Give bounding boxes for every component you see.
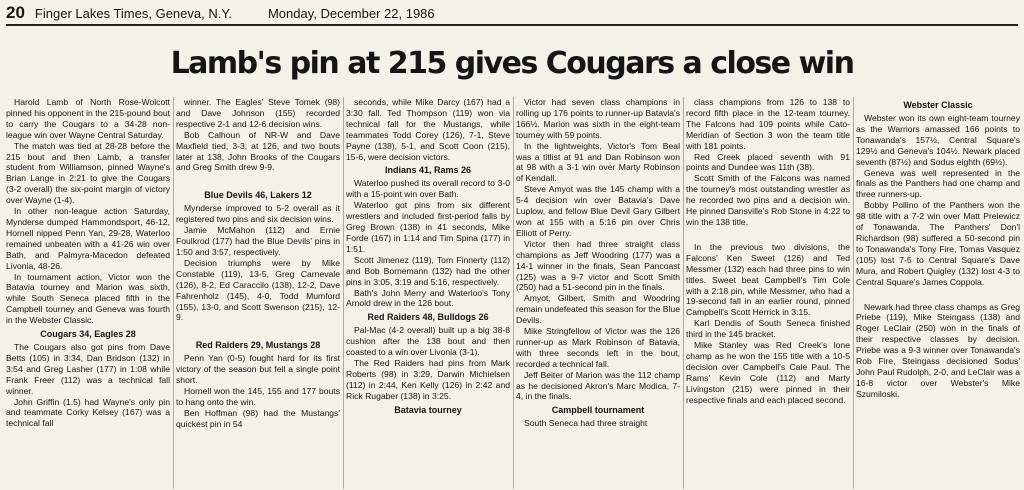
- page-header: [6, 3, 1018, 23]
- column-separator: [173, 97, 174, 489]
- article-paragraph: Scott Jimenez (119), Tom Finnerty (112) and Bob Bornemann (132) had the other pins in 3:05, 3:19 and 5:16, respectively.: [346, 254, 510, 287]
- column-separator: [853, 97, 854, 489]
- column-separator: [343, 97, 344, 489]
- article-paragraph: In the lightweights, Victor's Tom Beal was a titlist at 91 and Dan Robinson won at 98 with a 3-1 win over Marty Robinson of Kendall.: [516, 140, 680, 184]
- article-paragraph: Hornell won the 145, 155 and 177 bouts to hang onto the win.: [176, 386, 340, 407]
- column-spacer: [856, 288, 1020, 302]
- section-subhead: Cougars 34, Eagles 28: [40, 329, 136, 340]
- article-paragraph: winner. The Eagles' Steve Tomek (98) and Dave Johnson (155) recorded respective 2-1 and 12-6 decision wins.: [176, 97, 340, 129]
- article-paragraph: Steve Amyot was the 145 champ with a 5-4 decision win over Batavia's Dave Luplow, and fellow Blue Devil Gary Gilbert won at 155 with a 5:16 pin over Chris Elliott of Perry.: [516, 184, 680, 238]
- article-paragraph: Victor had seven class champions in rolling up 176 points to runner-up Batavia's 166½. Marion was sixth in the eight-team tourney with 59 points.: [516, 97, 680, 140]
- article-paragraph: Bath's John Merry and Waterloo's Tony Arnold drew in the 126 bout.: [346, 287, 510, 309]
- article-paragraph: Scott Smith of the Falcons was named the tourney's most outstanding wrestler as he recorded two pins and a decision win. He pinned Dansville's Rob Stone in 4:22 to win the 138 title.: [686, 173, 850, 227]
- header-rule: [6, 24, 1018, 26]
- column-spacer: [686, 228, 850, 242]
- article-column: [176, 97, 340, 489]
- section-subhead: Campbell tournament: [551, 405, 645, 416]
- article-column: [686, 97, 850, 489]
- section-subhead: Indians 41, Rams 26: [384, 165, 472, 176]
- article-paragraph: class champions from 126 to 138 to record fifth place in the 12-team tourney. The Falcons had 109 points while Cato-Meridian of Section 3 won the team title with 181 points.: [686, 97, 850, 151]
- article-paragraph: Victor then had three straight class champions as Jeff Woodring (177) was a 14-1 winner in the finals, Sean Pancoast (125) was a 9-7 victor and Scott Smith (250) had a 51-second pin in the finals.: [516, 238, 680, 293]
- article-paragraph: Webster won its own eight-team tourney as the Warriors amassed 166 points to Tonawanda's 157½, Central Square's 129½ and Geneva's 104½. Newark placed seventh (87½) and Sodus eighth (69½).: [856, 113, 1020, 167]
- issue-date: Monday, December 22, 1986: [267, 6, 435, 21]
- page-number: 20: [6, 3, 25, 22]
- column-separator: [683, 97, 684, 489]
- article-paragraph: The Red Raiders had pins from Mark Roberts (98) in 3:29, Darwin Michielsen (112) in 2:44, Ken Kelly (126) in 2:42 and Rick Rugaber (138) in 3:25.: [346, 358, 510, 401]
- article-paragraph: The Cougars also got pins from Dave Betts (105) in 3:34, Dan Bridson (132) in 3:54 and Greg Lasher (177) in 1:08 while Frank Freer (112) was a technical fall winner.: [6, 342, 170, 396]
- column-separator: [513, 97, 514, 489]
- article-paragraph: Bob Calhoun of NR-W and Dave Maxfield tied, 3-3, at 126, and two bouts later at 138, John Brooks of the Cougars and Greg Smith drew 9-9.: [176, 129, 340, 173]
- section-subhead: Blue Devils 46, Lakers 12: [204, 190, 312, 201]
- article-paragraph: Newark had three class champs as Greg Priebe (119), Mike Steingass (138) and Roger LeClair (250) won in the finals of their respective classes by decision. Priebe was a 9-3 winner over Tonawanda's Rob Fire, Steingass decisioned Sodus' John Paul Rudolph, 2-0, and LeClair was a 16-8 victor over Webster's Mike Szumiloski.: [856, 301, 1020, 399]
- article-paragraph: Jamie McMahon (112) and Ernie Foulkrod (177) had the Blue Devils' pins in 1:50 and 3:57, respectively.: [176, 225, 340, 257]
- article-column: [346, 97, 510, 489]
- article-column: [856, 97, 1020, 489]
- article-paragraph: Amyot, Gilbert, Smith and Woodring remain undefeated this season for the Blue Devils.: [516, 293, 680, 326]
- section-subhead: Webster Classic: [903, 100, 973, 110]
- publication-name: Finger Lakes Times, Geneva, N.Y.: [34, 6, 232, 21]
- article-paragraph: Mike Stanley was Red Creek's lone champ as he won the 155 title with a 10-5 decision over Campbell's Cale Paul. The Rams' Kevin Cole (112) and Marty Livingston (215) were pinned in their respective finals and each placed second.: [686, 340, 850, 405]
- article-column: [6, 97, 170, 489]
- article-paragraph: Ben Hoffman (98) had the Mustangs' quickest pin in 54: [176, 407, 340, 429]
- article-paragraph: Pal-Mac (4-2 overall) built up a big 38-8 cushion after the 138 bout and then coasted to a win over Livonia (3-1).: [346, 325, 510, 358]
- article-paragraph: In tournament action, Victor won the Batavia tourney and Marion was sixth, while South Seneca placed fifth in the Campbell tourney and Geneva was fourth in the Webster Classic.: [6, 271, 170, 326]
- article-paragraph: Penn Yan (0-5) fought hard for its first victory of the season but fell a single point short.: [176, 353, 340, 386]
- article-paragraph: Karl Dendis of South Seneca finished third in the 145 bracket.: [686, 318, 850, 340]
- article-paragraph: The match was tied at 28-28 before the 215 bout and then Lamb, a transfer student from Williamson, pinned Wayne's Brian Lange in 2:21 to give the Cougars (3-2 overall) the six-point margin of victory over Wayne (1-4).: [6, 140, 170, 206]
- article-paragraph: In the previous two divisions, the Falcons' Ken Sweet (126) and Ted Messmer (132) each had three pins to win titles. Sweet beat Campbell's Tim Cole with a 2:18 pin, while Messmer, who had a 19-second fall in an earlier round, pinned Campbell's Scott Herrick in 3:15.: [686, 241, 850, 318]
- article-paragraph: South Seneca had three straight: [524, 418, 648, 429]
- article-paragraph: Harold Lamb of North Rose-Wolcott pinned his opponent in the 215-pound bout to carry the Cougars to a 34-28 non-league win over Wayne Central Saturday.: [6, 97, 170, 140]
- article-paragraph: Mike Stringfellow of Victor was the 126 runner-up as Mark Robinson of Batavia, with three seconds left in the bout, recorded a technical fall.: [516, 326, 680, 369]
- article-paragraph: Mynderse improved to 5-2 overall as it registered two pins and six decision wins.: [176, 203, 340, 225]
- section-subhead: Red Raiders 48, Bulldogs 26: [367, 312, 489, 323]
- section-subhead: Batavia tourney: [394, 404, 462, 415]
- column-spacer: [176, 173, 340, 187]
- article-paragraph: seconds, while Mike Darcy (167) had a 3:30 fall. Ted Thompson (119) won via technical fall for the Mustangs, while teammates Todd Corey (126), 7-1, Steve Payne (138), 5-1, and Scott Coon (215), 15-6, were decision victors.: [346, 97, 510, 162]
- article-paragraph: In other non-league action Saturday, Mynderse dumped Hammondsport, 46-12, Hornell nipped Penn Yan, 29-28, Waterloo remained unbeaten with a 41-26 win over Bath, and Palmyra-Macedon defeated Livonia, 48-26.: [6, 206, 170, 271]
- section-subhead: Red Raiders 29, Mustangs 28: [195, 340, 321, 351]
- column-spacer: [176, 323, 340, 337]
- article-paragraph: Red Creek placed seventh with 91 points and Dundee was 11th (38).: [686, 151, 850, 173]
- article-paragraph: John Griffin (1.5) had Wayne's only pin and teammate Corky Kelsey (167) was a technical fall: [6, 396, 170, 429]
- article-paragraph: Decision triumphs were by Mike Constable (119), 13-5, Greg Carnevale (126), 8-2, Ed Caraccilo (138), 12-2, Dave Fahrenholz (145), 4-0, Todd Mumford (155), 13-0, and Scott Swenson (215), 12-9.: [176, 257, 340, 323]
- headline: Lamb's pin at 215 gives Cougars a close win: [170, 46, 854, 81]
- article-body: [6, 97, 1020, 489]
- article-paragraph: Waterloo pushed its overall record to 3-0 with a 15-point win over Bath.: [346, 178, 510, 200]
- article-column: [516, 97, 680, 489]
- article-paragraph: Waterloo got pins from six different wrestlers and included first-period falls by Greg Brown (138) in 41 seconds, Mike Forde (167) in 1:14 and Tim Spina (177) in 1:51.: [346, 200, 510, 254]
- article-paragraph: Jeff Beiter of Marion was the 112 champ as he decisioned Akron's Marc Modica, 7-4, in the finals.: [516, 369, 680, 402]
- article-paragraph: Geneva was well represented in the finals as the Panthers had one champ and three runners-up.: [856, 167, 1020, 200]
- article-paragraph: Bobby Pollino of the Panthers won the 98 title with a 7-2 win over Matt Prelewicz of Tonawanda. The Panthers' Don'l Richardson (98) suffered a 50-second pin to Tonawanda's Tony Fire, Tomas Vasquez (105) lost 7-5 to Central Square's Dave Mura, and Robert Quigley (132) lost 4-3 to Central Square's James Coppola.: [856, 200, 1020, 287]
